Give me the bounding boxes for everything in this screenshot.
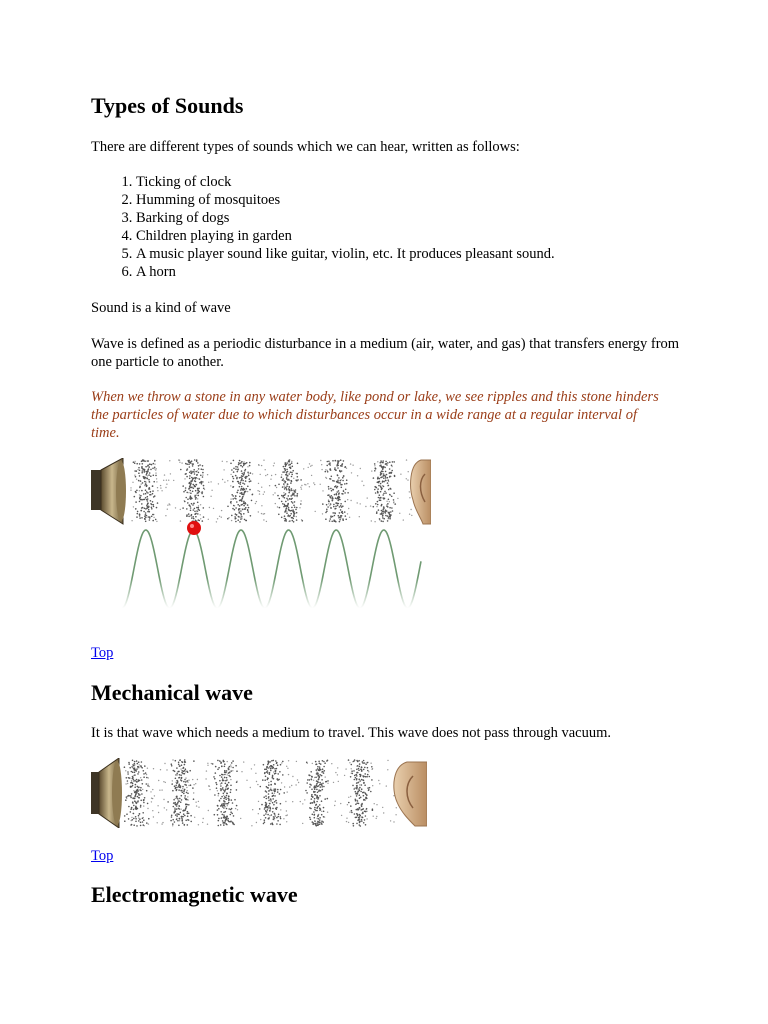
mechanical-wave-image	[91, 758, 427, 828]
air-particles	[130, 459, 414, 523]
sound-wave-image	[91, 458, 431, 608]
list-item: 4. Children playing in garden	[136, 227, 555, 245]
intro-paragraph: There are different types of sounds which we can hear, written as follows:	[91, 139, 520, 155]
list-item: 1. Ticking of clock	[136, 173, 555, 191]
statement-paragraph: Sound is a kind of wave	[91, 300, 231, 316]
list-item: 6. A horn	[136, 263, 555, 281]
heading-mechanical-wave: Mechanical wave	[91, 680, 253, 705]
list-item: 2. Humming of mosquitoes	[136, 191, 555, 209]
air-particles	[124, 759, 397, 827]
ear-icon	[411, 460, 431, 524]
list-item: 3. Barking of dogs	[136, 209, 555, 227]
particle-marker-dot	[187, 521, 201, 535]
top-link[interactable]: Top	[91, 645, 114, 661]
sound-wave-figure	[91, 458, 431, 608]
quote-paragraph: When we throw a stone in any water body, like pond or lake, we see ripples and this stone hinders the particles of water due to which disturbances occur in a wide range at a regular interval of time.	[91, 389, 659, 441]
heading-types-of-sounds: Types of Sounds	[91, 93, 244, 118]
sound-types-list	[112, 173, 555, 281]
list-item: 5. A music player sound like guitar, violin, etc. It produces pleasant sound.	[136, 245, 555, 263]
mechanical-wave-figure	[91, 758, 427, 828]
ear-icon	[394, 762, 427, 826]
speaker-icon	[91, 758, 122, 828]
mechanical-wave-paragraph: It is that wave which needs a medium to travel. This wave does not pass through vacuum.	[91, 725, 612, 741]
top-link[interactable]: Top	[91, 848, 114, 864]
heading-electromagnetic-wave: Electromagnetic wave	[91, 882, 298, 907]
definition-paragraph: Wave is defined as a periodic disturbance in a medium (air, water, and gas) that transfers energy from one particle to another.	[91, 336, 680, 370]
speaker-icon	[91, 458, 126, 524]
